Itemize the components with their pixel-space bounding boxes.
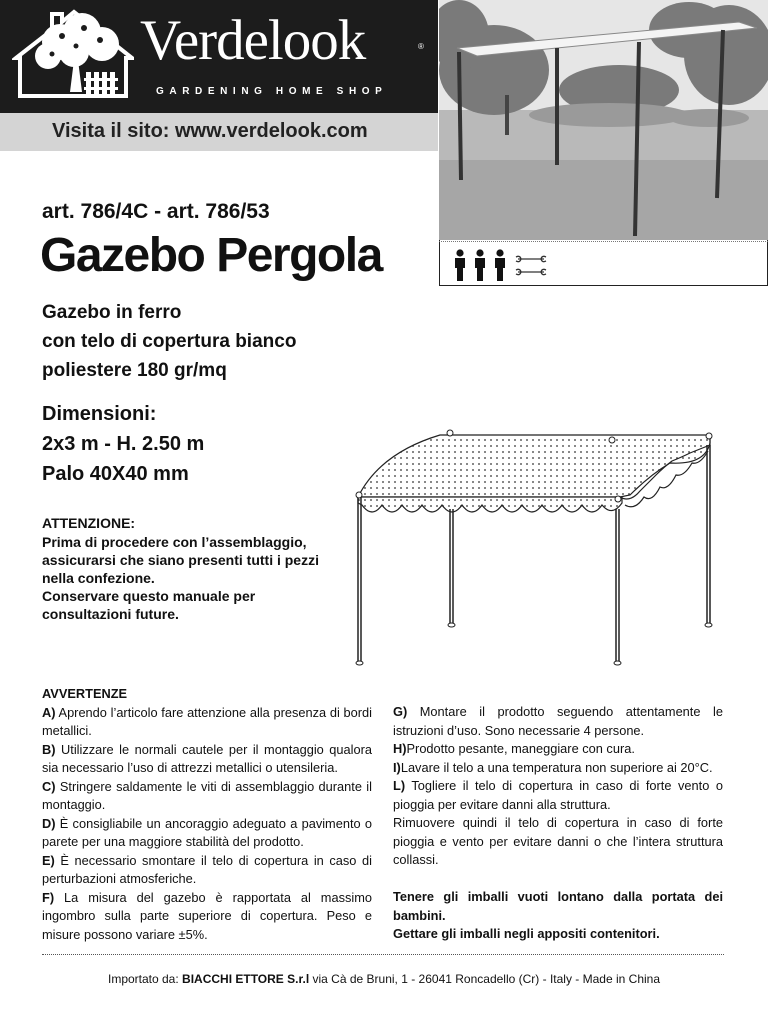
warning-key: E) xyxy=(42,852,55,868)
warning-key: F) xyxy=(42,889,55,905)
footer-prefix: Importato da: xyxy=(107,972,183,986)
warning-text: Aprendo l’articolo fare attenzione alla presenza di bordi metallici. xyxy=(42,704,372,738)
attention-line: nella confezione. xyxy=(42,570,155,586)
warning-item xyxy=(393,703,723,740)
footer-importer xyxy=(0,972,768,986)
dimensions-label: Dimensioni: xyxy=(42,403,157,425)
visit-site-link[interactable]: Visita il sito: www.verdelook.com xyxy=(52,120,368,142)
brand-tagline: GARDENING HOME SHOP xyxy=(156,86,388,97)
warning-text: Stringere saldamente le viti di assemblaggio durante il montaggio. xyxy=(42,778,372,812)
footer-company: BIACCHI ETTORE S.r.l xyxy=(182,972,310,986)
warning-item xyxy=(393,740,723,759)
warning-text: Montare il prodotto seguendo attentamente le istruzioni d’uso. Sono necessarie 4 persone. xyxy=(393,704,723,738)
warning-text: È consigliabile un ancoraggio adeguato a pavimento o parete per una maggiore stabilità del prodotto. xyxy=(42,815,372,849)
dimensions-pole: Palo 40X40 mm xyxy=(42,463,189,485)
warning-key: A) xyxy=(42,704,56,720)
warning-item xyxy=(393,759,723,778)
product-description xyxy=(42,298,296,385)
warning-item xyxy=(42,704,372,741)
gazebo-drawing xyxy=(350,425,720,670)
product-dimensions xyxy=(42,399,204,489)
footer-address: via Cà de Bruni, 1 - 26041 Roncadello (Cr) - Italy - Made in China xyxy=(309,972,661,986)
warning-text: La misura del gazebo è rapportata al massimo ingombro sulla parte superiore di copertura. Peso e misure possono variare ±5%. xyxy=(42,889,372,942)
warning-text: Prodotto pesante, maneggiare con cura. xyxy=(406,741,635,756)
warning-key: H) xyxy=(393,741,407,756)
product-photo xyxy=(439,0,768,240)
warnings-column-left xyxy=(42,685,372,944)
attention-line: assicurarsi che siano presenti tutti i pezzi xyxy=(42,552,319,568)
warning-text: Togliere il telo di copertura in caso di forte vento o pioggia per evitare danni alla struttura. xyxy=(393,778,723,812)
warning-text: Utilizzare le normali cautele per il montaggio qualora sia necessario l’uso di attrezzi metallici o utensileria. xyxy=(42,741,372,775)
packaging-note: Gettare gli imballi negli appositi contenitori. xyxy=(393,926,660,941)
warning-key: G) xyxy=(393,704,408,719)
article-number: art. 786/4C - art. 786/53 xyxy=(42,200,270,223)
brand-header xyxy=(0,0,438,113)
product-title: Gazebo Pergola xyxy=(40,229,382,282)
description-line: poliestere 180 gr/mq xyxy=(42,360,227,381)
warnings-column-right xyxy=(393,703,723,944)
warnings-title: AVVERTENZE xyxy=(42,686,128,701)
attention-title: ATTENZIONE: xyxy=(42,515,136,531)
packaging-note: Tenere gli imballi vuoti lontano dalla portata dei bambini. xyxy=(393,889,723,923)
warning-item xyxy=(42,778,372,815)
description-line: Gazebo in ferro xyxy=(42,302,182,323)
person-icon xyxy=(450,248,510,282)
warning-item xyxy=(393,777,723,814)
warning-text: Lavare il telo a una temperatura non superiore ai 20°C. xyxy=(400,759,713,775)
description-line: con telo di copertura bianco xyxy=(42,331,297,352)
attention-line: Prima di procedere con l’assemblaggio, xyxy=(42,534,307,550)
warning-item xyxy=(42,852,372,889)
warning-item xyxy=(42,741,372,778)
brand-name: Verdelook xyxy=(140,9,366,72)
warning-extra: Rimuovere quindi il telo di copertura in caso di forte pioggia e vento per evitare danni o che l’intera struttura collassi. xyxy=(393,815,723,867)
warning-key: B) xyxy=(42,741,56,757)
warning-item xyxy=(42,889,372,945)
warning-key: C) xyxy=(42,778,56,794)
tree-logo-icon xyxy=(12,6,134,98)
photo-separator xyxy=(439,241,768,242)
registered-mark: ® xyxy=(418,42,424,51)
attention-line: consultazioni future. xyxy=(42,606,179,622)
attention-note xyxy=(42,514,319,623)
warning-key: L) xyxy=(393,778,406,793)
warning-text: È necessario smontare il telo di copertura in caso di perturbazioni atmosferiche. xyxy=(42,852,372,886)
dimensions-size: 2x3 m - H. 2.50 m xyxy=(42,433,205,455)
warning-key: D) xyxy=(42,815,56,831)
wrench-icon xyxy=(514,253,550,279)
footer-divider xyxy=(42,954,724,955)
attention-line: Conservare questo manuale per xyxy=(42,588,256,604)
spacer xyxy=(393,870,723,889)
warning-key: I) xyxy=(393,759,401,775)
warning-item xyxy=(42,815,372,852)
